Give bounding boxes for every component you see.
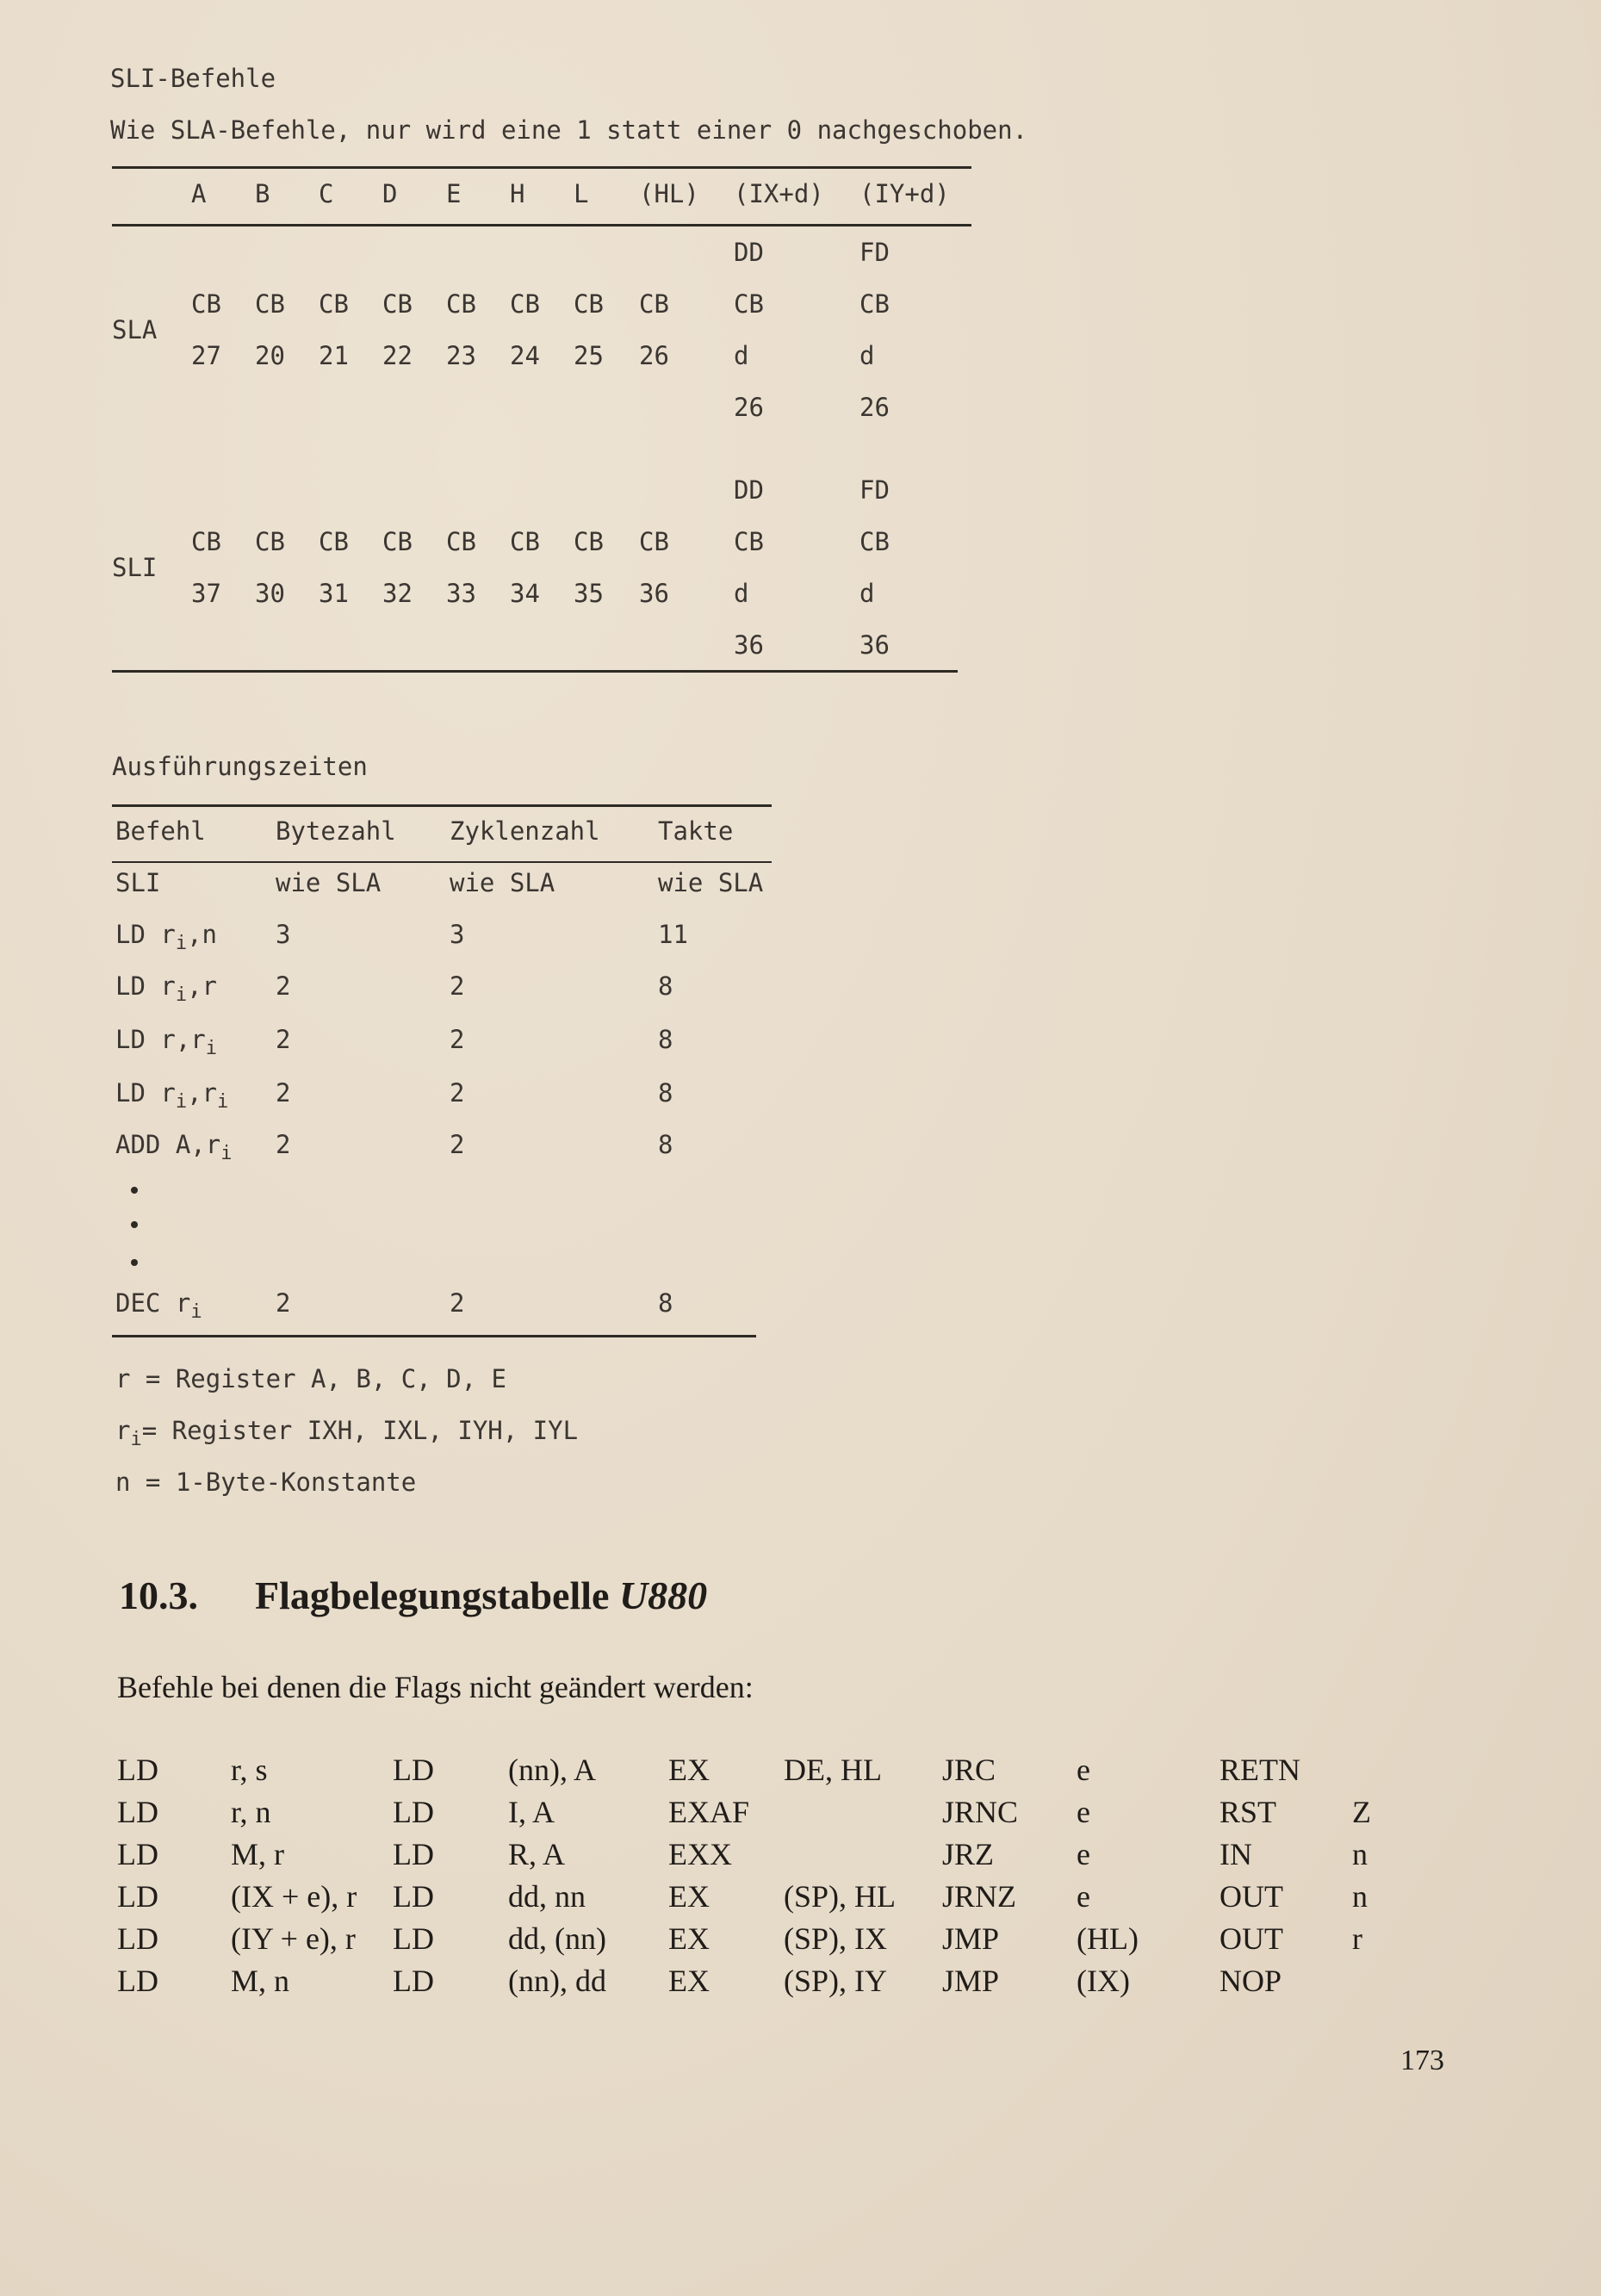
subscript: i — [175, 932, 188, 954]
exec-column-header: Takte — [658, 816, 734, 846]
exec-takte: 8 — [658, 1130, 673, 1159]
flags-cell: n — [1352, 1879, 1368, 1914]
exec-takte: 8 — [658, 971, 673, 1001]
flags-cell: I, A — [508, 1795, 555, 1829]
column-header: C — [319, 179, 334, 208]
exec-cycles: wie SLA — [450, 868, 555, 897]
column-header: B — [255, 179, 270, 208]
exec-bytes: 2 — [276, 1078, 291, 1108]
exec-bytes: 2 — [276, 1025, 291, 1054]
column-header: (IY+d) — [859, 179, 950, 208]
column-header: L — [574, 179, 589, 208]
flags-cell: EX — [668, 1879, 710, 1914]
exec-takte: 8 — [658, 1025, 673, 1054]
ellipsis-dot — [131, 1259, 138, 1266]
exec-bytes: 3 — [276, 920, 291, 949]
opcode-cell: 33 — [446, 579, 476, 608]
flags-cell: e — [1077, 1795, 1090, 1829]
opcode-cell: CB — [734, 289, 764, 319]
section-title-italic: U880 — [618, 1573, 708, 1617]
flags-cell: OUT — [1219, 1921, 1283, 1956]
exec-bottom-rule — [112, 1335, 756, 1337]
flags-cell: LD — [117, 1753, 158, 1787]
exec-cycles: 2 — [450, 1025, 465, 1054]
opcode-cell: 26 — [639, 341, 669, 370]
exec-command: LD $r_i,r$ — [115, 971, 218, 1006]
opcode-cell: d — [859, 341, 875, 370]
flags-cell: (nn), dd — [508, 1964, 606, 1998]
subscript: i — [175, 984, 188, 1006]
opcode-cell: d — [734, 341, 749, 370]
flags-cell: LD — [393, 1837, 434, 1871]
flags-cell: Z — [1352, 1795, 1371, 1829]
opcode-cell: DD — [734, 475, 764, 505]
opcode-cell: CB — [319, 289, 349, 319]
opcode-cell: d — [734, 579, 749, 608]
column-header: (IX+d) — [734, 179, 824, 208]
opcode-cell: 22 — [382, 341, 413, 370]
opcode-cell: 37 — [191, 579, 221, 608]
exec-column-header: Zyklenzahl — [450, 816, 600, 846]
flags-cell: JRNC — [942, 1795, 1019, 1829]
exec-takte: 8 — [658, 1288, 673, 1318]
opcode-cell: CB — [510, 527, 540, 556]
opcode-cell: CB — [639, 289, 669, 319]
flags-cell: e — [1077, 1837, 1090, 1871]
exec-takte: 11 — [658, 920, 688, 949]
exec-cycles: 2 — [450, 971, 465, 1001]
flags-cell: (SP), IX — [784, 1921, 888, 1956]
subscript: i — [205, 1037, 218, 1059]
flags-cell: EX — [668, 1964, 710, 1998]
exec-bytes: 2 — [276, 971, 291, 1001]
opcode-cell: 20 — [255, 341, 285, 370]
exec-cycles: 2 — [450, 1078, 465, 1108]
ellipsis-dot — [131, 1187, 138, 1194]
table-bottom-rule — [112, 670, 958, 673]
section-intro: Befehle bei denen die Flags nicht geändert werden: — [117, 1670, 754, 1704]
exec-command: ADD $A,r_i$ — [115, 1130, 233, 1164]
flags-cell: (IY + e), r — [231, 1921, 356, 1956]
column-header: H — [510, 179, 525, 208]
page-number: 173 — [1400, 2045, 1444, 2076]
opcode-cell: CB — [639, 527, 669, 556]
legend-line: $r_i=$ Register IXH, IXL, IYH, IYL — [115, 1416, 579, 1450]
section-number: 10.3. — [119, 1573, 198, 1617]
flags-cell: n — [1352, 1837, 1368, 1871]
flags-cell: r — [1352, 1921, 1362, 1956]
sli-intro: Wie SLA-Befehle, nur wird eine 1 statt einer 0 nachgeschoben. — [110, 115, 1028, 145]
flags-cell: (HL) — [1077, 1921, 1139, 1956]
flags-cell: dd, (nn) — [508, 1921, 606, 1956]
flags-cell: LD — [393, 1795, 434, 1829]
flags-cell: (SP), HL — [784, 1879, 897, 1914]
flags-cell: JMP — [942, 1921, 1000, 1956]
exec-cycles: 2 — [450, 1130, 465, 1159]
opcode-cell: CB — [319, 527, 349, 556]
opcode-cell: CB — [859, 289, 890, 319]
exec-bytes: wie SLA — [276, 868, 382, 897]
flags-cell: e — [1077, 1753, 1090, 1787]
flags-cell: (IX + e), r — [231, 1879, 357, 1914]
flags-cell: RETN — [1219, 1753, 1300, 1787]
opcode-cell: FD — [859, 475, 890, 505]
section-title-text: Flagbelegungstabelle — [255, 1573, 610, 1617]
exec-heading: Ausführungszeiten — [112, 752, 368, 781]
column-header: D — [382, 179, 398, 208]
opcode-cell: 26 — [859, 393, 890, 422]
flags-cell: r, s — [231, 1753, 268, 1787]
exec-takte: 8 — [658, 1078, 673, 1108]
opcode-cell: CB — [734, 527, 764, 556]
exec-takte: wie SLA — [658, 868, 764, 897]
opcode-cell: 36 — [639, 579, 669, 608]
opcode-cell: 24 — [510, 341, 540, 370]
flags-cell: EXAF — [668, 1795, 750, 1829]
opcode-cell: 25 — [574, 341, 604, 370]
exec-bytes: 2 — [276, 1130, 291, 1159]
exec-top-rule — [112, 804, 772, 807]
row-label: SLI — [112, 553, 158, 582]
exec-cycles: 3 — [450, 920, 465, 949]
subscript: i — [220, 1142, 233, 1164]
table-header-rule — [112, 224, 971, 226]
flags-cell: M, n — [231, 1964, 290, 1998]
table-top-rule — [112, 166, 971, 169]
opcode-cell: CB — [446, 289, 476, 319]
exec-cycles: 2 — [450, 1288, 465, 1318]
opcode-cell: d — [859, 579, 875, 608]
exec-command: DEC $r_i$ — [115, 1288, 202, 1323]
flags-cell: LD — [393, 1879, 434, 1914]
ellipsis-dot — [131, 1221, 138, 1228]
column-header: E — [446, 179, 462, 208]
flags-cell: JRNZ — [942, 1879, 1017, 1914]
opcode-cell: CB — [382, 527, 413, 556]
flags-cell: LD — [117, 1837, 158, 1871]
flags-cell: LD — [117, 1795, 158, 1829]
opcode-cell: 21 — [319, 341, 349, 370]
section-title — [255, 1573, 707, 1618]
opcode-cell: CB — [255, 289, 285, 319]
opcode-cell: CB — [859, 527, 890, 556]
exec-header-rule — [112, 861, 772, 863]
opcode-cell: CB — [382, 289, 413, 319]
flags-cell: R, A — [508, 1837, 566, 1871]
sli-heading: SLI-Befehle — [110, 64, 276, 93]
opcode-cell: CB — [191, 289, 221, 319]
exec-bytes: 2 — [276, 1288, 291, 1318]
opcode-cell: 34 — [510, 579, 540, 608]
opcode-cell: CB — [574, 289, 604, 319]
flags-cell: e — [1077, 1879, 1090, 1914]
flags-cell: JRC — [942, 1753, 996, 1787]
opcode-cell: FD — [859, 238, 890, 267]
flags-cell: LD — [117, 1879, 158, 1914]
flags-cell: LD — [393, 1921, 434, 1956]
opcode-cell: CB — [446, 527, 476, 556]
subscript: i — [217, 1090, 229, 1113]
exec-column-header: Befehl — [115, 816, 206, 846]
opcode-cell: CB — [255, 527, 285, 556]
flags-cell: EX — [668, 1921, 710, 1956]
opcode-cell: 36 — [734, 630, 764, 660]
legend-line: n = 1-Byte-Konstante — [115, 1468, 417, 1497]
opcode-cell: 35 — [574, 579, 604, 608]
flags-cell: LD — [393, 1964, 434, 1998]
flags-cell: r, n — [231, 1795, 271, 1829]
exec-command: SLI — [115, 868, 161, 897]
opcode-cell: CB — [510, 289, 540, 319]
flags-cell: (SP), IY — [784, 1964, 888, 1998]
exec-command: LD $r,r_i$ — [115, 1025, 218, 1059]
opcode-cell: 31 — [319, 579, 349, 608]
opcode-cell: 27 — [191, 341, 221, 370]
flags-cell: RST — [1219, 1795, 1277, 1829]
flags-cell: DE, HL — [784, 1753, 882, 1787]
flags-cell: LD — [393, 1753, 434, 1787]
exec-command: LD $r_i,n$ — [115, 920, 218, 954]
flags-cell: LD — [117, 1921, 158, 1956]
opcode-cell: 30 — [255, 579, 285, 608]
flags-cell: OUT — [1219, 1879, 1283, 1914]
opcode-cell: CB — [191, 527, 221, 556]
subscript: i — [175, 1090, 188, 1113]
column-header: A — [191, 179, 207, 208]
exec-command: LD $r_i,r_i$ — [115, 1078, 229, 1113]
opcode-cell: 23 — [446, 341, 476, 370]
flags-cell: JMP — [942, 1964, 1000, 1998]
opcode-cell: DD — [734, 238, 764, 267]
flags-cell: dd, nn — [508, 1879, 586, 1914]
flags-cell: M, r — [231, 1837, 284, 1871]
flags-cell: (IX) — [1077, 1964, 1130, 1998]
subscript: i — [130, 1428, 142, 1450]
flags-cell: (nn), A — [508, 1753, 596, 1787]
opcode-cell: 32 — [382, 579, 413, 608]
flags-cell: LD — [117, 1964, 158, 1998]
opcode-cell: CB — [574, 527, 604, 556]
subscript: i — [190, 1300, 202, 1323]
legend-line: r = Register A, B, C, D, E — [115, 1364, 506, 1393]
flags-cell: JRZ — [942, 1837, 995, 1871]
row-label: SLA — [112, 315, 158, 344]
opcode-cell: 36 — [859, 630, 890, 660]
exec-column-header: Bytezahl — [276, 816, 396, 846]
flags-cell: IN — [1219, 1837, 1252, 1871]
flags-cell: EXX — [668, 1837, 732, 1871]
flags-cell: NOP — [1219, 1964, 1282, 1998]
flags-cell: EX — [668, 1753, 710, 1787]
opcode-cell: 26 — [734, 393, 764, 422]
column-header: (HL) — [639, 179, 699, 208]
